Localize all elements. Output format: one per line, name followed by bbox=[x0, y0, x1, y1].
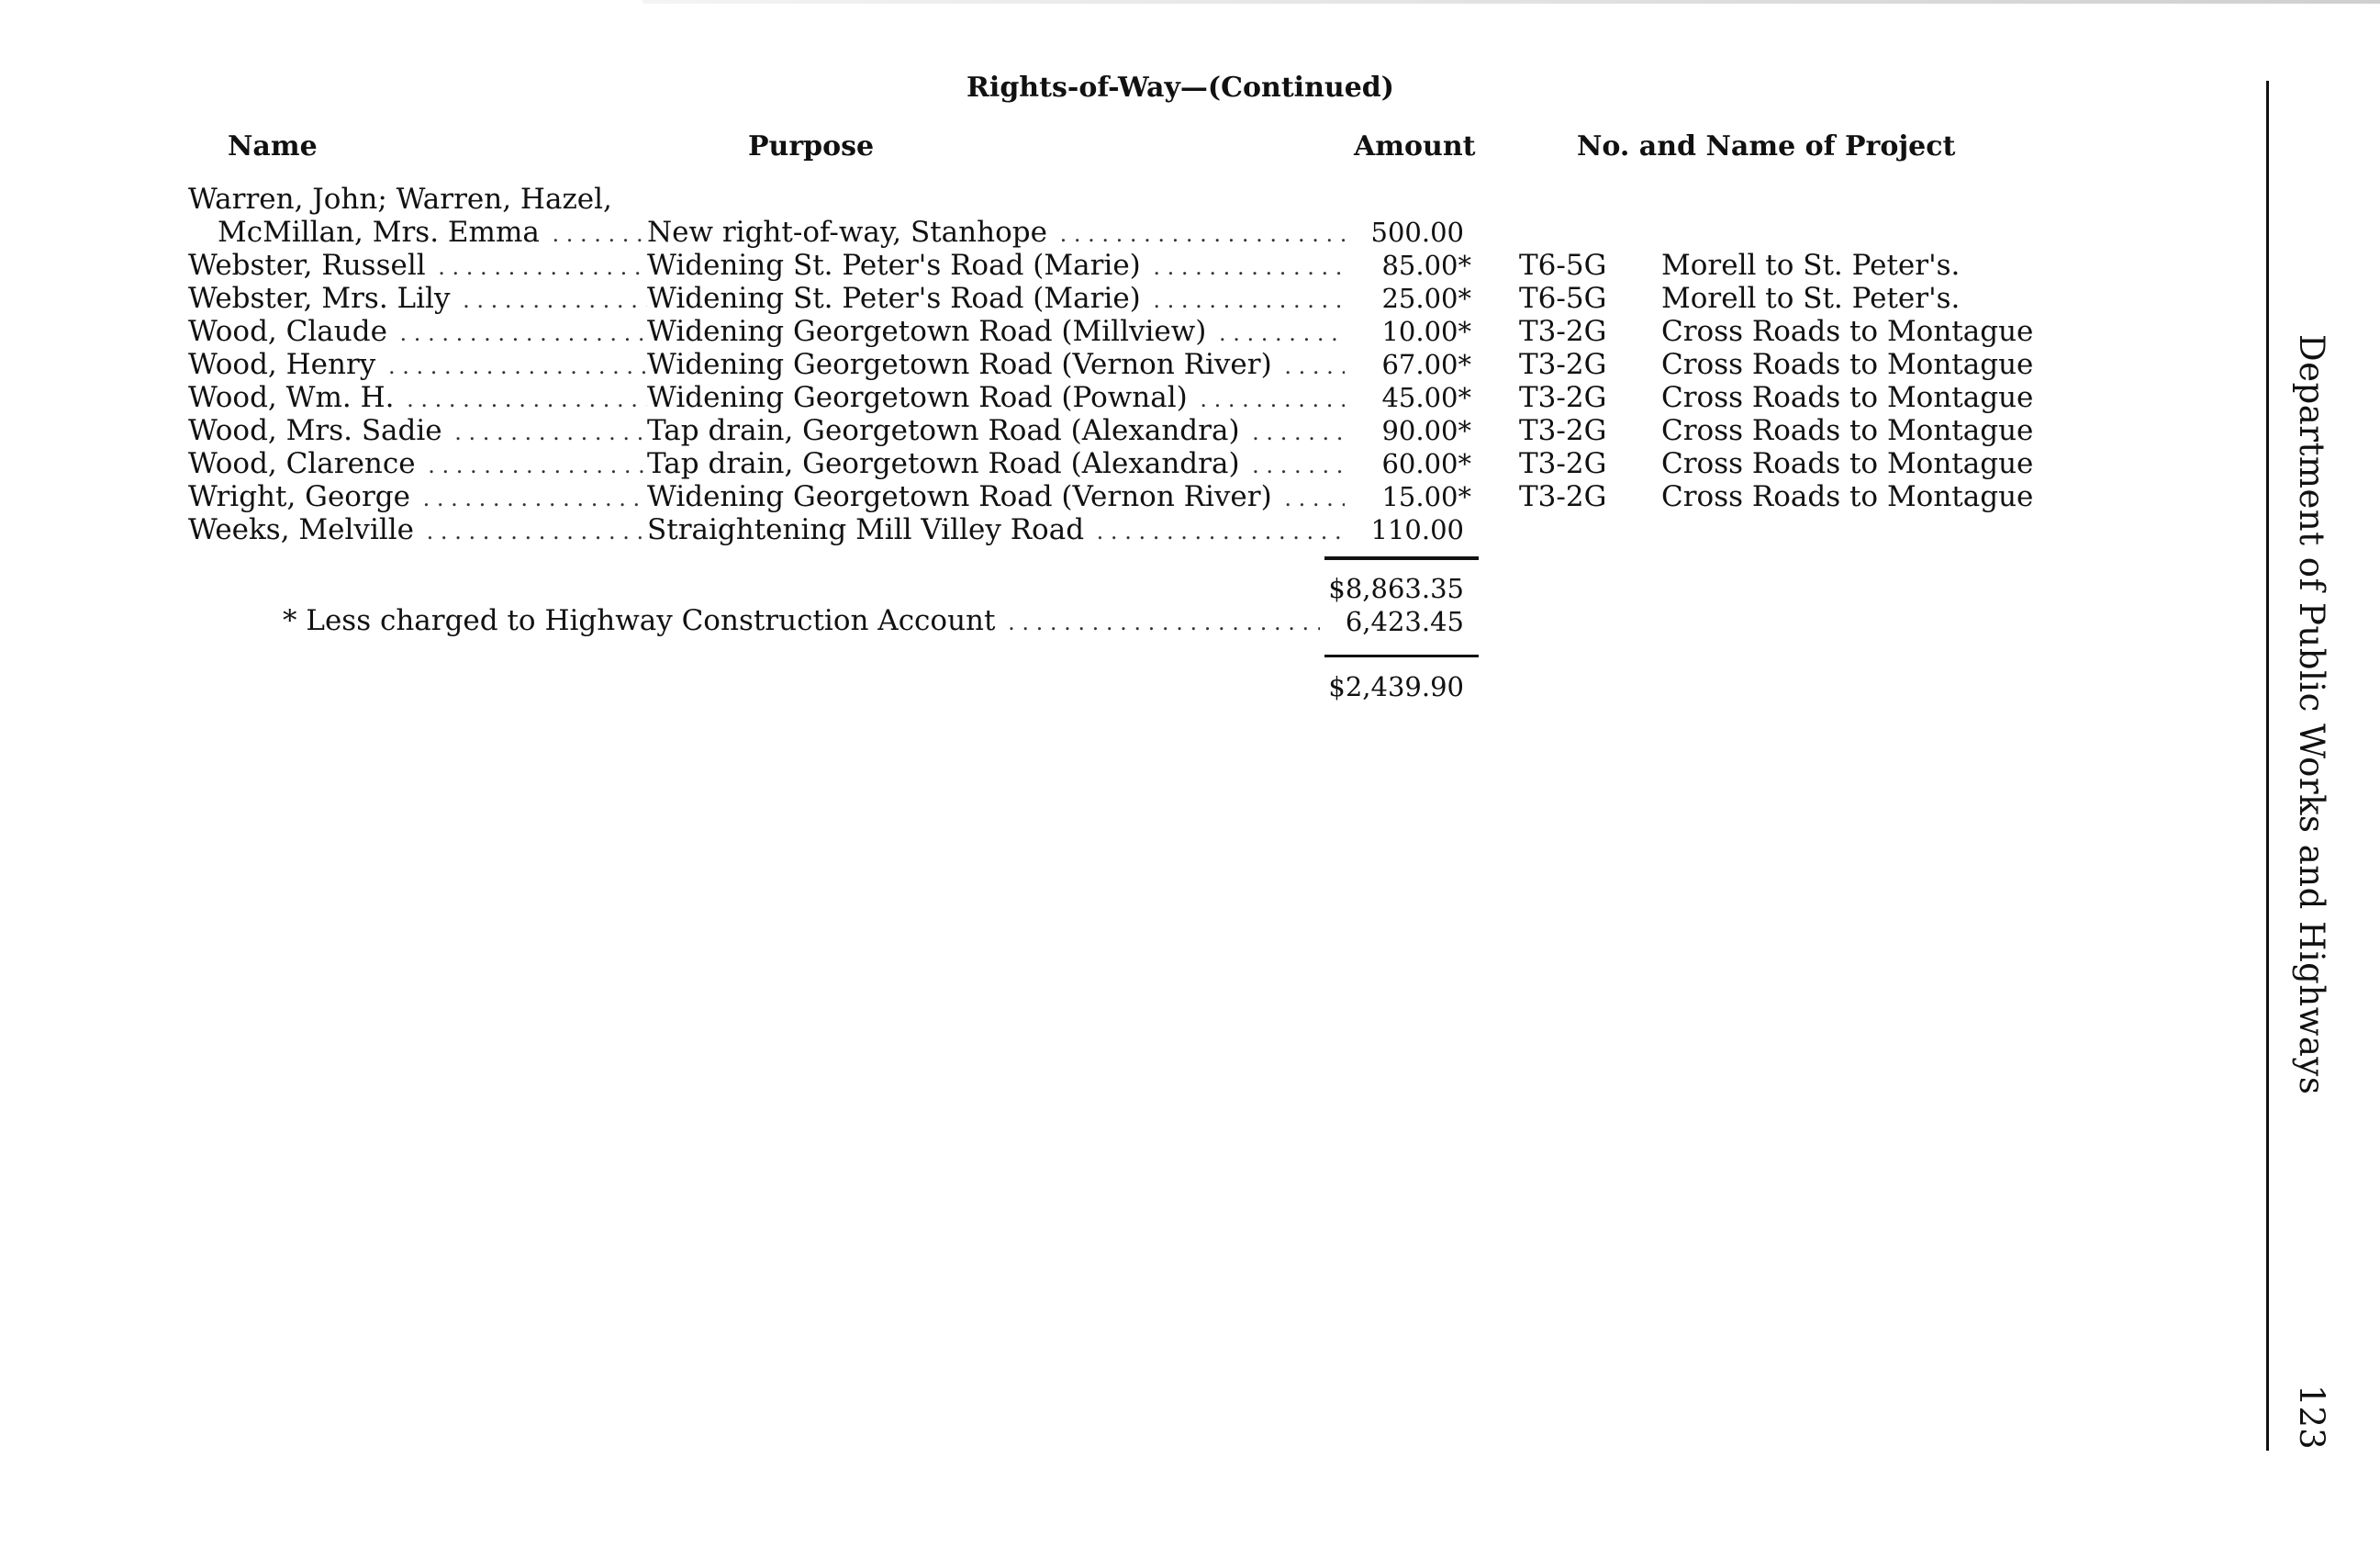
row-purpose: Widening Georgetown Road (Vernon River) . . . bbox=[647, 480, 1345, 515]
net-total-rule bbox=[1324, 655, 1479, 657]
row-project-name: Morell to St. Peter's. bbox=[1661, 249, 1961, 282]
row-name: Wood, Claude . . . bbox=[188, 315, 647, 350]
row-amount: 10.00* bbox=[1381, 316, 1471, 347]
row-name: Weeks, Melville . . . bbox=[188, 513, 647, 548]
row-project-name: Cross Roads to Montague bbox=[1661, 381, 2034, 414]
row-project-name: Cross Roads to Montague bbox=[1661, 447, 2034, 480]
table-row bbox=[0, 447, 2203, 480]
gross-total: $8,863.35 bbox=[1328, 573, 1464, 604]
row-purpose: Tap drain, Georgetown Road (Alexandra) . . . bbox=[647, 414, 1345, 449]
row-amount: 90.00* bbox=[1381, 415, 1471, 446]
column-header-project: No. and Name of Project bbox=[1577, 130, 1956, 163]
row-project-name: Cross Roads to Montague bbox=[1661, 315, 2034, 348]
row-project-name: Morell to St. Peter's. bbox=[1661, 282, 1961, 315]
row-name: Wood, Wm. H. . . . bbox=[188, 381, 647, 416]
row-project-code: T3-2G bbox=[1519, 315, 1607, 348]
row-amount: 110.00 bbox=[1370, 514, 1464, 545]
row-name: Wood, Henry . . . bbox=[188, 348, 647, 383]
row-purpose: Widening St. Peter's Road (Marie) . . . bbox=[647, 249, 1345, 284]
table-row bbox=[0, 480, 2203, 513]
row-project-code: T3-2G bbox=[1519, 447, 1607, 480]
row-purpose: Widening Georgetown Road (Vernon River) . . . bbox=[647, 348, 1345, 383]
table-row bbox=[0, 348, 2203, 381]
page-number: 123 bbox=[2292, 1385, 2331, 1450]
row-amount: 60.00* bbox=[1381, 448, 1471, 479]
page-title: Rights-of-Way—(Continued) bbox=[967, 72, 1394, 104]
row-purpose: New right-of-way, Stanhope . . . bbox=[647, 216, 1345, 251]
table-row bbox=[0, 381, 2203, 414]
row-name: Webster, Mrs. Lily . . . bbox=[188, 282, 647, 317]
table-row bbox=[0, 315, 2203, 348]
row-name: Wood, Clarence . . . bbox=[188, 447, 647, 482]
row-name: Webster, Russell . . . bbox=[188, 249, 647, 284]
table-row bbox=[0, 282, 2203, 315]
row-amount: 85.00* bbox=[1381, 250, 1471, 281]
row-project-code: T3-2G bbox=[1519, 348, 1607, 381]
row-amount: 15.00* bbox=[1381, 481, 1471, 512]
row-purpose: Widening St. Peter's Road (Marie) . . . bbox=[647, 282, 1345, 317]
row-project-name: Cross Roads to Montague bbox=[1661, 414, 2034, 447]
column-header-amount: Amount bbox=[1354, 130, 1476, 163]
row-purpose: Straightening Mill Villey Road . . . bbox=[647, 513, 1345, 548]
row-project-code: T3-2G bbox=[1519, 480, 1607, 513]
scan-edge bbox=[642, 0, 2380, 4]
row-project-name: Cross Roads to Montague bbox=[1661, 480, 2034, 513]
table-row bbox=[0, 513, 2203, 546]
row-name: Wood, Mrs. Sadie . . . bbox=[188, 414, 647, 449]
row-purpose: Widening Georgetown Road (Millview) . . . bbox=[647, 315, 1345, 350]
row-project-code: T3-2G bbox=[1519, 414, 1607, 447]
less-charged-amount: 6,423.45 bbox=[1345, 606, 1464, 637]
row-amount: 67.00* bbox=[1381, 349, 1471, 380]
column-header-name: Name bbox=[228, 130, 318, 163]
row-name: McMillan, Mrs. Emma . . . bbox=[218, 216, 647, 251]
table-row bbox=[0, 183, 2203, 216]
net-total: $2,439.90 bbox=[1328, 671, 1464, 702]
row-amount: 45.00* bbox=[1381, 382, 1471, 413]
row-project-code: T6-5G bbox=[1519, 282, 1607, 315]
margin-rule bbox=[2266, 81, 2269, 1451]
row-name: Warren, John; Warren, Hazel, bbox=[188, 183, 647, 216]
row-amount: 25.00* bbox=[1381, 283, 1471, 314]
column-header-purpose: Purpose bbox=[748, 130, 875, 163]
row-project-code: T3-2G bbox=[1519, 381, 1607, 414]
less-charged-footnote: * Less charged to Highway Construction Account . . . bbox=[283, 604, 1320, 639]
row-amount: 500.00 bbox=[1370, 217, 1464, 248]
row-name: Wright, George . . . bbox=[188, 480, 647, 515]
row-purpose: Widening Georgetown Road (Pownal) . . . bbox=[647, 381, 1345, 416]
table-row bbox=[0, 216, 2203, 249]
row-purpose: Tap drain, Georgetown Road (Alexandra) . . . bbox=[647, 447, 1345, 482]
table-row bbox=[0, 414, 2203, 447]
running-header-department: Department of Public Works and Highways bbox=[2292, 334, 2331, 1095]
subtotal-rule bbox=[1324, 556, 1479, 560]
table-row bbox=[0, 249, 2203, 282]
row-project-code: T6-5G bbox=[1519, 249, 1607, 282]
row-project-name: Cross Roads to Montague bbox=[1661, 348, 2034, 381]
